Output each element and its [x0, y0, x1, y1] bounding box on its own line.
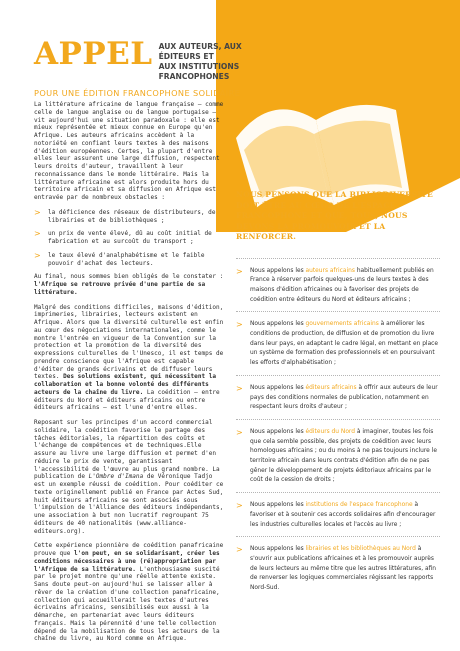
solutions-paragraph: [34, 304, 224, 413]
intro-paragraph: La littérature africaine de langue française — comme celle de langue anglaise ou de langue portugaise — vit aujourd'hui une situation paradoxale : elle est mieux représentée et mieux connue en Europe qu'en Afrique. Les auteurs africains accèdent à la notoriété en confiant leurs textes à des maisons d'édition européennes. Certes, la plupart d'entre elles leur assurent une large diffusion, respectent leurs droits d'auteur, travaillent à leur reconnaissance dans le monde littéraire. Mais la littérature africaine est alors produite hors du territoire africain et sa diffusion en Afrique est entravée par de nombreux obstacles :: [34, 101, 224, 201]
title: APPEL: [34, 36, 153, 72]
coedition-text: Reposant sur les principes d'un accord commercial solidaire, la coédition favorise le partage des tâches éditoriales, la répartition des coûts et l'échange de compétences et de techniques.Elle assure au livre une large diffusion et permet d'en réduire le prix de vente, garantissant l'accessibilité de l'œuvre au plus grand nombre. La publication de: [34, 419, 220, 481]
call-prefix: Nous appelons les: [250, 384, 304, 391]
aside-line-2: AUX INSTITUTIONS FRANCOPHONES: [158, 62, 240, 81]
body-text-column: [34, 101, 224, 650]
call-addressee: auteurs africains: [305, 267, 355, 274]
call-item: [236, 536, 440, 600]
obstacle-text: un prix de vente élevé, dû au coût initial de fabrication et au surcoût du transport ;: [48, 230, 212, 245]
call-text: [250, 501, 440, 530]
obstacle-text: la déficience des réseaux de distributeurs, de librairies et de bibliothèques ;: [48, 208, 216, 224]
experience-text: Cette expérience pionnière de coédition panafricaine prouve que: [34, 542, 224, 557]
call-body: à offrir aux auteurs de leur pays des conditions normales de publication, notamment en respectant leurs droits d'auteur ;: [250, 384, 438, 411]
obstacle-text: le taux élevé d'analphabétisme et le faible pouvoir d'achat des lecteurs.: [48, 251, 205, 267]
aside-line-1: AUX AUTEURS, AUX ÉDITEURS ET: [158, 42, 242, 61]
call-item: [236, 492, 440, 536]
call-body: à s'ouvrir aux publications africaines et à les promouvoir auprès de leurs lecteurs au même titre que les autres littératures, afin de renverser les logiques commerciales régissant les rapports Nord-Sud.: [250, 546, 437, 592]
solutions-text-end: La coédition — entre éditeurs du Nord et éditeurs africains ou entre éditeurs africains — est l'une d'entre elles.: [34, 388, 220, 412]
call-prefix: Nous appelons les: [250, 321, 304, 328]
arrow-bullet-icon: >: [34, 229, 41, 239]
arrow-bullet-icon: >: [236, 545, 243, 555]
call-item: [236, 375, 440, 419]
experience-paragraph: [34, 542, 224, 643]
arrow-bullet-icon: >: [236, 383, 243, 393]
coedition-paragraph: [34, 419, 224, 535]
solutions-text: Malgré des conditions difficiles, maisons d'édition, imprimeries, librairies, lecteurs existent en Afrique. Alors que la diversité culturelle est enfin au cœur des négociations internationales, comme le montre l'entrée en vigueur de la Convention sur la protection et la promotion de la diversité des expressions culturelles de l'Unesco, il est temps de prendre conscience que l'Afrique est capable d'éditer de grands écrivains et de diffuser leurs textes.: [34, 303, 224, 381]
conclusion-text: Au final, nous sommes bien obligés de le constater :: [34, 273, 224, 281]
call-body: à imaginer, toutes les fois que cela semble possible, des projets de coédition avec leurs homologues africains ; ou du moins à ne pas toujours inclure le territoire africain dans leurs contrats d'édition afin de ne pas gêner le développement de projets éditoriaux africains par le coût de la cession de droits ;: [250, 428, 437, 484]
call-addressee: gouvernements africains: [305, 321, 379, 328]
call-item: [236, 258, 440, 312]
title-aside: [159, 42, 274, 82]
coedition-text-end: de Véronique Tadjo est un exemple réussi de coédition. Pour coéditer ce texte originellement publié en France par Actes Sud, huit éditeurs africains se sont associés sous l'impulsion de l'Alliance des éditeurs indépendants, une association à but non lucratif regroupant 75 éditeurs de 40 nationalités (www.alliance-editeurs.org).: [34, 473, 224, 535]
call-item: [236, 311, 440, 375]
call-prefix: Nous appelons les: [250, 428, 304, 435]
call-body: à favoriser et à soutenir ces accords solidaires afin d'encourager les industries culturelles locales et l'accès au livre ;: [250, 502, 436, 528]
conclusion-paragraph: [34, 273, 224, 296]
subtitle: POUR UNE ÉDITION FRANCOPHONE SOLIDAIRE: [34, 88, 241, 98]
arrow-bullet-icon: >: [236, 501, 243, 511]
arrow-bullet-icon: >: [236, 320, 243, 330]
call-addressee: librairies et les bibliothèques au Nord: [305, 546, 416, 553]
arrow-bullet-icon: >: [236, 427, 243, 437]
obstacle-item: [34, 252, 224, 268]
highlight-statement: NOUS PENSONS QUE LA BIBLIODIVERSITÉ DOIT ÊTRE AU CŒUR DE L'ESPACE FRANCOPHONE ET QUE, TOUS, NOUS DEVONS LA PROMOUVOIR ET LA RENFORCER.: [236, 190, 433, 241]
arrow-bullet-icon: >: [236, 266, 243, 276]
obstacle-item: [34, 209, 224, 225]
call-text: [250, 545, 440, 594]
calls-column: [236, 190, 440, 600]
call-addressee: éditeurs du Nord: [305, 428, 355, 435]
conclusion-bold: l'Afrique se retrouve privée d'une partie de sa littérature.: [34, 281, 206, 296]
arrow-bullet-icon: >: [34, 250, 41, 260]
call-item: [236, 419, 440, 492]
call-prefix: Nous appelons les: [250, 546, 304, 553]
call-text: [250, 320, 440, 369]
call-body: habituellement publiés en France à réserver parfois quelques-uns de leurs textes à des maisons d'édition africaines ou à favoriser des projets de coédition entre éditeurs du Nord et éditeurs africains ;: [250, 267, 434, 303]
call-text: [250, 384, 440, 413]
call-addressee: institutions de l'espace francophone: [305, 502, 413, 509]
call-body: à améliorer les conditions de production, de diffusion et de promotion du livre dans leur pays, en adaptant le cadre légal, en mettant en place un système de formation des professionnels et en poursuivant les efforts d'alphabétisation ;: [250, 321, 439, 367]
arrow-bullet-icon: >: [34, 207, 41, 217]
header: [34, 36, 274, 98]
call-prefix: Nous appelons les: [250, 502, 304, 509]
call-text: [250, 428, 440, 486]
call-addressee: éditeurs africains: [305, 384, 357, 391]
obstacle-item: [34, 230, 224, 246]
call-prefix: Nous appelons les: [250, 267, 304, 274]
experience-bold: l'on peut, en se solidarisant, créer les conditions nécessaires à une (ré)appropriation par l'Afrique de sa littérature.: [34, 550, 220, 573]
solutions-bold: Des solutions existent, qui nécessitent la collaboration et la bonne volonté des différents acteurs de la chaîne du livre.: [34, 373, 217, 396]
call-text: [250, 267, 440, 306]
book-title: L'Ombre d'Imana: [88, 473, 144, 481]
experience-text-end: L'enthousiasme suscité par le projet montre qu'une réelle attente existe. Sans doute peut-on aujourd'hui se laisser aller à rêver de la création d'une collection panafricaine, collection qui accueillerait les textes d'autres écrivains africains, sensibilisés eux aussi à la démarche, en partenariat avec leurs éditeurs français. Mais la pérennité d'une telle collection dépend de la mobilisation de tous les acteurs de la chaîne du livre, au Nord comme en Afrique.: [34, 565, 220, 643]
